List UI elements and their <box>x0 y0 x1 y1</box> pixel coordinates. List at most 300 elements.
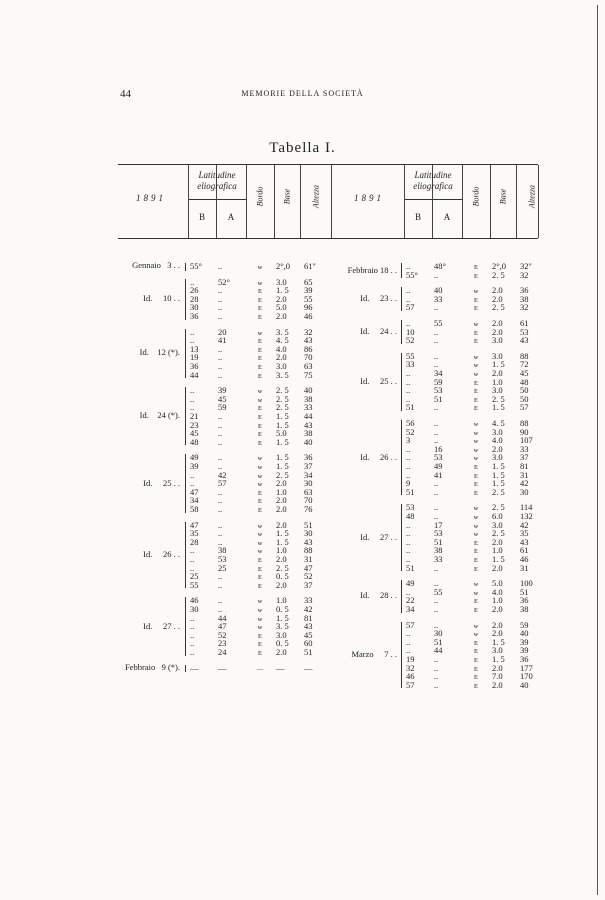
left-cell-altezza: 70 <box>304 352 313 363</box>
right-cell-bordo: E <box>474 305 478 313</box>
left-cell-bordo: E <box>258 314 262 321</box>
right-cell-a: 48° <box>434 261 446 271</box>
right-cell-base: 2. 5 <box>492 302 505 313</box>
left-cell-a: .. <box>218 461 223 471</box>
right-cell-b: .. <box>406 285 411 296</box>
left-cell-altezza: 37 <box>304 461 313 471</box>
right-group-label: Id. 26 . . <box>360 451 397 462</box>
left-cell-b: 49 <box>190 452 199 463</box>
right-cell-a: 41 <box>434 469 443 480</box>
left-vline-5 <box>331 165 332 238</box>
left-cell-a: 52 <box>218 629 227 640</box>
right-cell-b: .. <box>406 586 411 597</box>
right-cell-altezza: 31 <box>520 562 529 573</box>
left-cell-base: 1. 5 <box>276 612 289 623</box>
right-cell-a: .. <box>434 418 439 428</box>
left-cell-bordo: E <box>258 414 262 421</box>
left-sub-a: A <box>227 212 235 222</box>
right-cell-a: 51 <box>434 393 443 404</box>
left-cell-altezza: 40 <box>304 385 313 396</box>
left-cell-a: .. <box>218 369 223 380</box>
right-cell-altezza: 50 <box>520 385 529 396</box>
left-cell-b: .. <box>190 612 195 623</box>
right-cell-altezza: 57 <box>520 402 529 413</box>
right-cell-base: 6.0 <box>492 511 503 521</box>
right-cell-altezza: 40 <box>520 679 529 690</box>
right-cell-b: 32 <box>406 662 415 673</box>
right-cell-base: 1. 5 <box>492 554 505 564</box>
right-cell-altezza: 51 <box>520 586 529 597</box>
left-cell-a: .. <box>218 428 223 439</box>
left-cell-altezza: 55 <box>304 293 313 304</box>
right-cell-base: 1. 5 <box>492 469 505 480</box>
right-cell-base: 3.0 <box>492 519 503 530</box>
right-cell-bordo: E <box>474 489 478 497</box>
left-cell-base: 4. 5 <box>276 335 289 346</box>
right-vline-3 <box>490 165 491 238</box>
right-cell-a: 44 <box>434 645 443 656</box>
left-cell-bordo: w <box>257 388 263 396</box>
right-cell-b: .. <box>406 536 411 547</box>
left-cell-a: .. <box>218 293 223 304</box>
right-cell-a: .. <box>434 302 439 313</box>
left-vline-4 <box>300 165 301 238</box>
left-cell-base: 0. 5 <box>276 604 289 614</box>
right-cell-b: 49 <box>406 578 415 589</box>
right-cell-b: .. <box>406 376 411 387</box>
right-cell-a: 17 <box>434 519 443 530</box>
right-group-brace <box>401 287 402 311</box>
header-bottom-rule <box>118 238 538 239</box>
left-cell-bordo: E <box>258 507 262 514</box>
right-cell-bordo: w <box>473 622 479 630</box>
left-cell-altezza: 33 <box>304 402 313 413</box>
left-cell-b: .. <box>190 545 195 556</box>
left-group-label: Id. 25 . . <box>143 477 180 488</box>
right-group-brace <box>401 622 402 689</box>
right-cell-bordo: E <box>474 607 478 614</box>
right-group-label: Id. 25 . . <box>360 375 397 386</box>
left-cell-altezza: 36 <box>304 452 313 463</box>
left-cell-base: 1.0 <box>276 595 287 606</box>
left-cell-bordo: w <box>257 279 263 287</box>
right-cell-base: 2.0 <box>492 562 503 573</box>
left-cell-altezza: 88 <box>304 545 313 556</box>
right-cell-base: 1. 5 <box>492 636 505 647</box>
right-cell-altezza: 59 <box>520 619 529 630</box>
left-cell-bordo: E <box>258 296 262 304</box>
right-cell-base: 2.0 <box>492 536 503 547</box>
left-cell-b: 47 <box>190 486 199 497</box>
right-cell-base: 1. 5 <box>492 478 505 489</box>
left-cell-b: 23 <box>190 419 199 430</box>
left-cell-base: 1. 5 <box>276 436 289 447</box>
right-cell-bordo: E <box>474 388 478 396</box>
right-cell-b: .. <box>406 469 411 480</box>
left-group-brace <box>185 454 186 512</box>
left-cell-a: .. <box>218 285 223 296</box>
left-cell-altezza: 47 <box>304 562 313 573</box>
left-cell-altezza: 96 <box>304 302 313 313</box>
left-cell-bordo: w <box>257 481 263 489</box>
right-cell-base: 1. 5 <box>492 402 505 413</box>
right-cell-a: 38 <box>434 545 443 556</box>
right-cell-bordo: E <box>474 464 478 471</box>
right-cell-b: 22 <box>406 595 415 606</box>
right-lat-header-2: eliografica <box>413 181 453 191</box>
left-group-label: Febbraio 9 (*). <box>124 661 180 672</box>
left-cell-a: .. <box>218 595 223 606</box>
left-cell-base: 5.0 <box>276 428 287 439</box>
right-cell-a: .. <box>434 435 439 446</box>
left-cell-altezza: 31 <box>304 554 313 564</box>
right-cell-bordo: w <box>473 455 479 463</box>
right-cell-a: .. <box>434 502 439 513</box>
right-cell-base: 4.0 <box>492 586 503 597</box>
left-cell-altezza: 70 <box>304 495 313 506</box>
left-cell-altezza: 38 <box>304 393 313 404</box>
right-cell-base: 1.0 <box>492 376 503 387</box>
right-cell-b: 9 <box>406 478 411 489</box>
left-lat-subrule <box>188 199 247 200</box>
left-cell-base: 0. 5 <box>276 638 289 649</box>
right-vline-2 <box>462 165 463 238</box>
left-cell-b: 26 <box>190 285 199 296</box>
right-cell-a: 51 <box>434 536 443 547</box>
left-cell-bordo: E <box>258 422 262 430</box>
right-cell-altezza: 38 <box>520 293 529 304</box>
right-cell-bordo: w <box>473 353 479 361</box>
right-cell-a: .. <box>434 619 439 630</box>
left-group-label: Id. 26 . . <box>143 549 180 559</box>
right-cell-base: 3.0 <box>492 335 503 346</box>
right-cell-b: .. <box>406 443 411 454</box>
right-cell-a: .. <box>434 335 439 346</box>
left-cell-base: 2.0 <box>276 293 287 304</box>
right-cell-base: 3.0 <box>492 645 503 656</box>
left-cell-b: 55 <box>190 579 199 590</box>
right-cell-base: 2.0 <box>492 679 503 690</box>
left-cell-altezza: 51 <box>304 519 313 530</box>
right-cell-base: 1.0 <box>492 545 503 556</box>
right-cell-b: 55° <box>406 269 418 280</box>
right-cell-altezza: 88 <box>520 350 529 361</box>
left-cell-altezza: 39 <box>304 285 313 296</box>
left-cell-base: 1.0 <box>276 486 287 497</box>
right-cell-bordo: E <box>474 657 478 664</box>
right-cell-b: 3 <box>406 435 411 446</box>
right-cell-b: .. <box>406 261 411 271</box>
left-cell-b: 30 <box>190 302 199 313</box>
left-cell-bordo: E <box>258 355 262 363</box>
left-cell-altezza: 45 <box>304 629 313 640</box>
right-cell-a: .. <box>434 426 439 437</box>
right-cell-bordo: w <box>473 589 479 597</box>
left-cell-bordo: E <box>258 372 262 380</box>
left-cell-a: .. <box>218 419 223 430</box>
right-cell-altezza: 43 <box>520 536 529 547</box>
right-cell-b: .. <box>406 519 411 530</box>
right-cell-a: .. <box>434 595 439 606</box>
left-cell-altezza: 44 <box>304 411 313 421</box>
right-cell-altezza: 61 <box>520 545 529 556</box>
left-cell-a: 59 <box>218 402 227 413</box>
left-cell-b: 28 <box>190 536 199 547</box>
left-group-brace <box>185 263 186 271</box>
left-group-label: Id. 24 (*). <box>139 410 180 421</box>
left-cell-altezza: 75 <box>304 369 313 380</box>
left-lat-header-1: Latitudine <box>198 170 236 180</box>
left-cell-a: .. <box>218 604 223 614</box>
left-cell-a: 57 <box>218 478 227 489</box>
page-edge-line <box>597 5 598 895</box>
left-cell-a: .. <box>218 411 223 421</box>
right-group-brace <box>401 263 402 278</box>
left-cell-a: 52° <box>218 276 230 287</box>
right-cell-a: 49 <box>434 461 443 471</box>
right-cell-base: 2. 5 <box>492 528 505 539</box>
right-cell-a: .. <box>434 326 439 337</box>
right-cell-a: 55 <box>434 586 443 597</box>
right-cell-altezza: 36 <box>520 654 529 664</box>
right-cell-bordo: E <box>474 565 478 573</box>
right-cell-b: .. <box>406 293 411 304</box>
right-cell-altezza: 107 <box>520 435 533 446</box>
right-cell-base: 3.0 <box>492 452 503 463</box>
left-cell-b: 30 <box>190 604 199 614</box>
right-cell-b: 57 <box>406 302 415 313</box>
right-cell-altezza: 33 <box>520 443 529 454</box>
right-cell-b: 55 <box>406 350 415 361</box>
right-cell-altezza: 170 <box>520 671 533 682</box>
left-cell-a: .. <box>218 536 223 547</box>
left-cell-altezza: 43 <box>304 335 313 346</box>
right-cell-bordo: E <box>474 272 478 280</box>
left-cell-a: .. <box>218 311 223 321</box>
left-cell-b: .. <box>190 393 195 404</box>
right-cell-altezza: 42 <box>520 519 529 530</box>
right-cell-b: .. <box>406 461 411 471</box>
left-cell-altezza: 32 <box>304 326 313 337</box>
left-cell-altezza: — <box>304 662 313 673</box>
right-cell-bordo: w <box>473 429 479 437</box>
right-cell-altezza: 38 <box>520 604 529 614</box>
right-cell-bordo: E <box>474 648 478 656</box>
right-cell-a: 33 <box>434 554 443 564</box>
left-cell-base: 1. 5 <box>276 419 289 430</box>
left-cell-bordo: E <box>258 641 262 649</box>
right-cell-bordo: w <box>473 438 479 446</box>
left-cell-bordo: E <box>258 565 262 573</box>
left-cell-base: 2.0 <box>276 554 287 564</box>
left-cell-b: .. <box>190 385 195 396</box>
right-cell-base: 4. 5 <box>492 418 505 428</box>
left-cell-altezza: 43 <box>304 621 313 632</box>
left-cell-bordo: E <box>258 364 262 371</box>
right-altezza-header: Altezza <box>527 184 537 209</box>
left-cell-a: 41 <box>218 335 227 346</box>
left-cell-a: 53 <box>218 554 227 564</box>
right-cell-base: 3.0 <box>492 426 503 437</box>
left-cell-a: .. <box>218 361 223 371</box>
left-cell-bordo: E <box>258 650 262 657</box>
right-cell-a: .. <box>434 679 439 690</box>
right-cell-bordo: w <box>473 321 479 328</box>
right-cell-altezza: 43 <box>520 335 529 346</box>
left-cell-bordo: — <box>256 665 264 673</box>
left-cell-base: 3. 5 <box>276 369 289 380</box>
right-sub-b: B <box>414 212 421 222</box>
left-cell-altezza: 43 <box>304 536 313 547</box>
right-cell-b: .. <box>406 545 411 556</box>
left-cell-bordo: E <box>258 439 262 447</box>
left-cell-b: 35 <box>190 528 199 539</box>
left-cell-base: 3.0 <box>276 276 287 287</box>
top-rule <box>118 164 538 165</box>
right-cell-base: 5.0 <box>492 578 503 589</box>
right-cell-b: 51 <box>406 486 415 497</box>
left-cell-altezza: 42 <box>304 604 313 614</box>
left-lat-header-2: eliografica <box>197 181 237 191</box>
left-cell-b: 34 <box>190 495 199 506</box>
left-cell-a: 39 <box>218 385 227 396</box>
left-cell-b: 36 <box>190 311 199 321</box>
left-group-brace <box>185 279 186 320</box>
right-cell-base: 2.0 <box>492 443 503 454</box>
right-cell-bordo: E <box>474 598 478 606</box>
right-cell-b: 10 <box>406 326 415 337</box>
right-group-brace <box>401 504 402 571</box>
right-cell-b: .. <box>406 393 411 404</box>
table-title: Tabella I. <box>269 140 336 156</box>
right-vline-4 <box>516 165 517 238</box>
right-cell-altezza: 100 <box>520 578 533 589</box>
left-vline-3 <box>274 165 275 238</box>
left-cell-bordo: w <box>257 464 263 471</box>
left-cell-altezza: 81 <box>304 612 313 623</box>
right-cell-base: 2.0 <box>492 604 503 614</box>
right-cell-base: 3.0 <box>492 350 503 361</box>
left-cell-a: .. <box>218 504 223 514</box>
right-group-brace <box>401 420 402 495</box>
right-cell-altezza: 37 <box>520 452 529 463</box>
right-cell-b: 52 <box>406 335 415 346</box>
left-cell-base: 2.0 <box>276 478 287 489</box>
left-cell-bordo: w <box>257 329 263 337</box>
right-bordo-header: Bordo <box>471 186 481 207</box>
right-cell-altezza: 177 <box>520 662 533 673</box>
right-cell-bordo: w <box>473 371 479 378</box>
left-group-brace <box>185 387 186 445</box>
left-cell-bordo: w <box>257 539 263 547</box>
right-cell-base: 2.0 <box>492 619 503 630</box>
right-cell-base: 2.0 <box>492 326 503 337</box>
right-cell-b: .. <box>406 452 411 463</box>
right-cell-bordo: w <box>473 446 479 454</box>
left-cell-altezza: 46 <box>304 311 313 321</box>
left-group-label: Id. 10 . . <box>143 293 180 304</box>
right-cell-b: .. <box>406 385 411 396</box>
right-cell-base: 1. 5 <box>492 461 505 471</box>
left-cell-bordo: E <box>258 405 262 413</box>
right-cell-altezza: 32″ <box>520 261 533 271</box>
right-cell-bordo: E <box>474 405 478 413</box>
left-cell-base: 3.0 <box>276 361 287 371</box>
left-cell-bordo: E <box>258 632 262 640</box>
right-cell-bordo: E <box>474 472 478 480</box>
left-cell-base: 2.0 <box>276 579 287 590</box>
left-cell-bordo: w <box>257 598 263 606</box>
left-group-brace <box>185 329 186 379</box>
right-cell-bordo: E <box>474 639 478 647</box>
left-cell-bordo: w <box>257 624 263 632</box>
right-cell-base: 2.0 <box>492 628 503 639</box>
left-cell-a: .. <box>218 486 223 497</box>
left-cell-base: 2. 5 <box>276 393 289 404</box>
right-cell-a: 59 <box>434 376 443 387</box>
left-cell-a: 42 <box>218 469 227 480</box>
left-cell-altezza: 65 <box>304 276 313 287</box>
right-cell-a: .. <box>434 269 439 280</box>
right-cell-base: 2. 5 <box>492 393 505 404</box>
left-group-label: Id. 27 . . <box>143 620 180 631</box>
right-group-label: Febbraio 18 . . <box>347 264 397 275</box>
right-cell-bordo: w <box>473 531 479 539</box>
right-cell-b: .. <box>406 554 411 564</box>
left-cell-b: .. <box>190 326 195 337</box>
right-cell-a: 53 <box>434 385 443 396</box>
left-cell-altezza: 60 <box>304 638 313 649</box>
right-cell-altezza: 35 <box>520 528 529 539</box>
right-cell-altezza: 72 <box>520 359 529 370</box>
left-cell-altezza: 52 <box>304 571 313 582</box>
left-cell-base: 2. 5 <box>276 385 289 396</box>
right-cell-base: 1. 5 <box>492 359 505 370</box>
left-year-header: 1891 <box>136 193 166 203</box>
right-base-header: Base <box>498 188 508 205</box>
right-cell-bordo: E <box>474 557 478 564</box>
right-group-label: Id. 23 . . <box>360 293 397 304</box>
left-cell-bordo: w <box>257 615 263 623</box>
right-cell-a: 55 <box>434 318 443 328</box>
right-cell-a: 33 <box>434 293 443 304</box>
right-cell-a: 34 <box>434 368 443 378</box>
right-cell-bordo: E <box>474 665 478 673</box>
right-cell-a: .. <box>434 654 439 664</box>
left-cell-b: 44 <box>190 369 199 380</box>
left-cell-a: .. <box>218 436 223 447</box>
right-cell-a: .. <box>434 478 439 489</box>
right-cell-base: 4.0 <box>492 435 503 446</box>
right-cell-b: 57 <box>406 679 415 690</box>
left-cell-b: 46 <box>190 595 199 606</box>
right-cell-a: 16 <box>434 443 443 454</box>
right-cell-base: 2.0 <box>492 293 503 304</box>
left-cell-a: .. <box>218 452 223 463</box>
left-cell-bordo: w <box>257 396 263 404</box>
right-cell-base: 1.0 <box>492 595 503 606</box>
left-cell-b: 45 <box>190 428 199 439</box>
left-cell-altezza: 63 <box>304 361 313 371</box>
right-cell-altezza: 45 <box>520 368 529 378</box>
right-cell-altezza: 39 <box>520 636 529 647</box>
left-cell-b: .. <box>190 638 195 649</box>
right-cell-a: 30 <box>434 628 443 639</box>
right-cell-base: 3.0 <box>492 385 503 396</box>
right-cell-base: 7.0 <box>492 671 503 682</box>
left-cell-a: 38 <box>218 545 227 556</box>
right-cell-a: .. <box>434 562 439 573</box>
